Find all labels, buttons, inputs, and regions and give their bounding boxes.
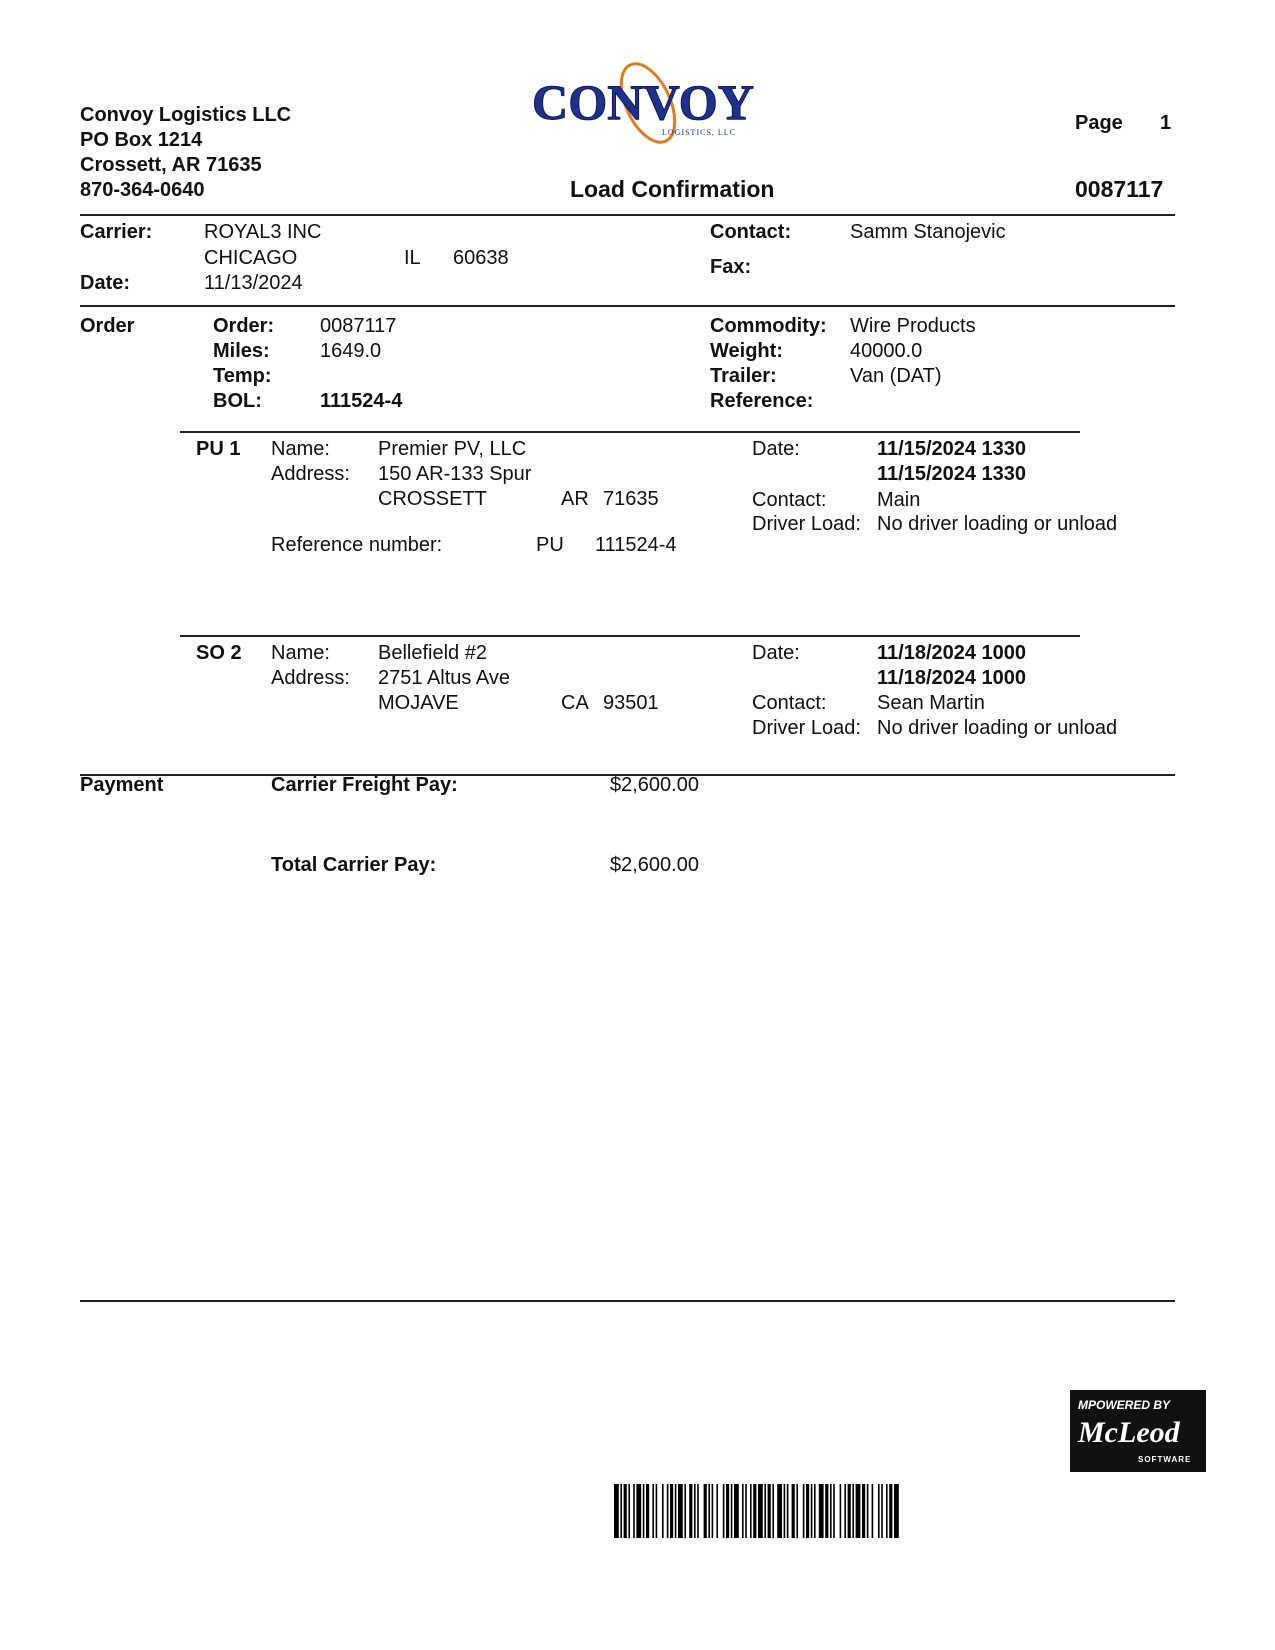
stop-2-name-label: Name: — [271, 642, 330, 664]
order-label: Order: — [213, 315, 275, 337]
stop-2-driver-load: No driver loading or unload — [877, 717, 1118, 739]
contact-label: Contact: — [710, 221, 792, 243]
stop-1-date-label: Date: — [752, 438, 800, 460]
trailer-label: Trailer: — [710, 365, 777, 387]
stop-1-id: PU 1 — [196, 438, 241, 460]
temp-label: Temp: — [213, 365, 272, 387]
stop-2-address: 2751 Altus Ave — [378, 667, 510, 689]
divider-carrier — [80, 305, 1175, 307]
reference-label: Reference: — [710, 390, 814, 412]
trailer-value: Van (DAT) — [850, 365, 942, 387]
total-pay-value: $2,600.00 — [610, 854, 699, 876]
stop-2-city: MOJAVE — [378, 692, 459, 714]
miles-value: 1649.0 — [320, 340, 382, 362]
stop-2-driver-load-label: Driver Load: — [752, 717, 861, 739]
page-number: 1 — [1160, 112, 1172, 134]
carrier-date: 11/13/2024 — [204, 272, 303, 294]
stop-1-ref-type: PU — [536, 534, 564, 556]
stop-1-city: CROSSETT — [378, 488, 487, 510]
miles-label: Miles: — [213, 340, 270, 362]
stop-2-zip: 93501 — [603, 692, 659, 714]
stop-1-state: AR — [561, 488, 589, 510]
divider-footer — [80, 1300, 1175, 1302]
company-address1: PO Box 1214 — [80, 129, 203, 151]
stop-2-id: SO 2 — [196, 642, 242, 664]
commodity-value: Wire Products — [850, 315, 976, 337]
doc-number: 0087117 — [1075, 176, 1164, 202]
divider-stop-1 — [180, 431, 1080, 433]
bol-label: BOL: — [213, 390, 262, 412]
stop-1-driver-load: No driver loading or unload — [877, 513, 1118, 535]
company-address2: Crossett, AR 71635 — [80, 154, 262, 176]
order-number: 0087117 — [320, 315, 397, 337]
stop-1-contact-label: Contact: — [752, 489, 827, 511]
stop-1-name-label: Name: — [271, 438, 330, 460]
stop-1-contact: Main — [877, 489, 921, 511]
divider-header — [80, 214, 1175, 216]
stop-2-date-label: Date: — [752, 642, 800, 664]
weight-label: Weight: — [710, 340, 783, 362]
carrier-state: IL — [404, 247, 421, 269]
powered-by-text: MPOWERED BY — [1078, 1398, 1171, 1412]
stop-1-driver-load-label: Driver Load: — [752, 513, 861, 535]
stop-2-date2: 11/18/2024 1000 — [877, 667, 1027, 689]
doc-title: Load Confirmation — [570, 176, 775, 202]
weight-value: 40000.0 — [850, 340, 923, 362]
convoy-logo-icon — [530, 55, 760, 145]
stop-1-address-label: Address: — [271, 463, 350, 485]
carrier-name: ROYAL3 INC — [204, 221, 322, 243]
stop-2-contact: Sean Martin — [877, 692, 985, 714]
stop-1-ref-label: Reference number: — [271, 534, 443, 556]
order-section-label: Order — [80, 315, 135, 337]
freight-pay-label: Carrier Freight Pay: — [271, 774, 458, 796]
carrier-date-label: Date: — [80, 272, 131, 294]
stop-1-name: Premier PV, LLC — [378, 438, 527, 460]
bol-value: 111524-4 — [320, 390, 403, 412]
divider-stop-2 — [180, 635, 1080, 637]
company-name: Convoy Logistics LLC — [80, 104, 292, 126]
stop-1-zip: 71635 — [603, 488, 659, 510]
commodity-label: Commodity: — [710, 315, 827, 337]
stop-2-date1: 11/18/2024 1000 — [877, 642, 1027, 664]
company-phone: 870-364-0640 — [80, 179, 205, 201]
freight-pay-value: $2,600.00 — [610, 774, 699, 796]
stop-1-date1: 11/15/2024 1330 — [877, 438, 1027, 460]
stop-2-state: CA — [561, 692, 589, 714]
mcleod-text: McLeod — [1078, 1416, 1180, 1449]
stop-2-contact-label: Contact: — [752, 692, 827, 714]
carrier-label: Carrier: — [80, 221, 153, 243]
logo-brand: CONVOY — [532, 74, 754, 130]
software-text: SOFTWARE — [1138, 1455, 1192, 1464]
total-pay-label: Total Carrier Pay: — [271, 854, 437, 876]
stop-1-date2: 11/15/2024 1330 — [877, 463, 1027, 485]
payment-section-label: Payment — [80, 774, 164, 796]
fax-label: Fax: — [710, 256, 752, 278]
stop-2-name: Bellefield #2 — [378, 642, 487, 664]
stop-1-address: 150 AR-133 Spur — [378, 463, 532, 485]
stop-1-ref-value: 111524-4 — [595, 534, 677, 556]
carrier-city: CHICAGO — [204, 247, 298, 269]
barcode-icon — [614, 1484, 1054, 1538]
logo-tagline: LOGISTICS, LLC — [662, 128, 736, 137]
mcleod-badge — [1070, 1390, 1206, 1472]
carrier-zip: 60638 — [453, 247, 509, 269]
page-label: Page — [1075, 112, 1123, 134]
stop-2-address-label: Address: — [271, 667, 350, 689]
carrier-contact: Samm Stanojevic — [850, 221, 1006, 243]
